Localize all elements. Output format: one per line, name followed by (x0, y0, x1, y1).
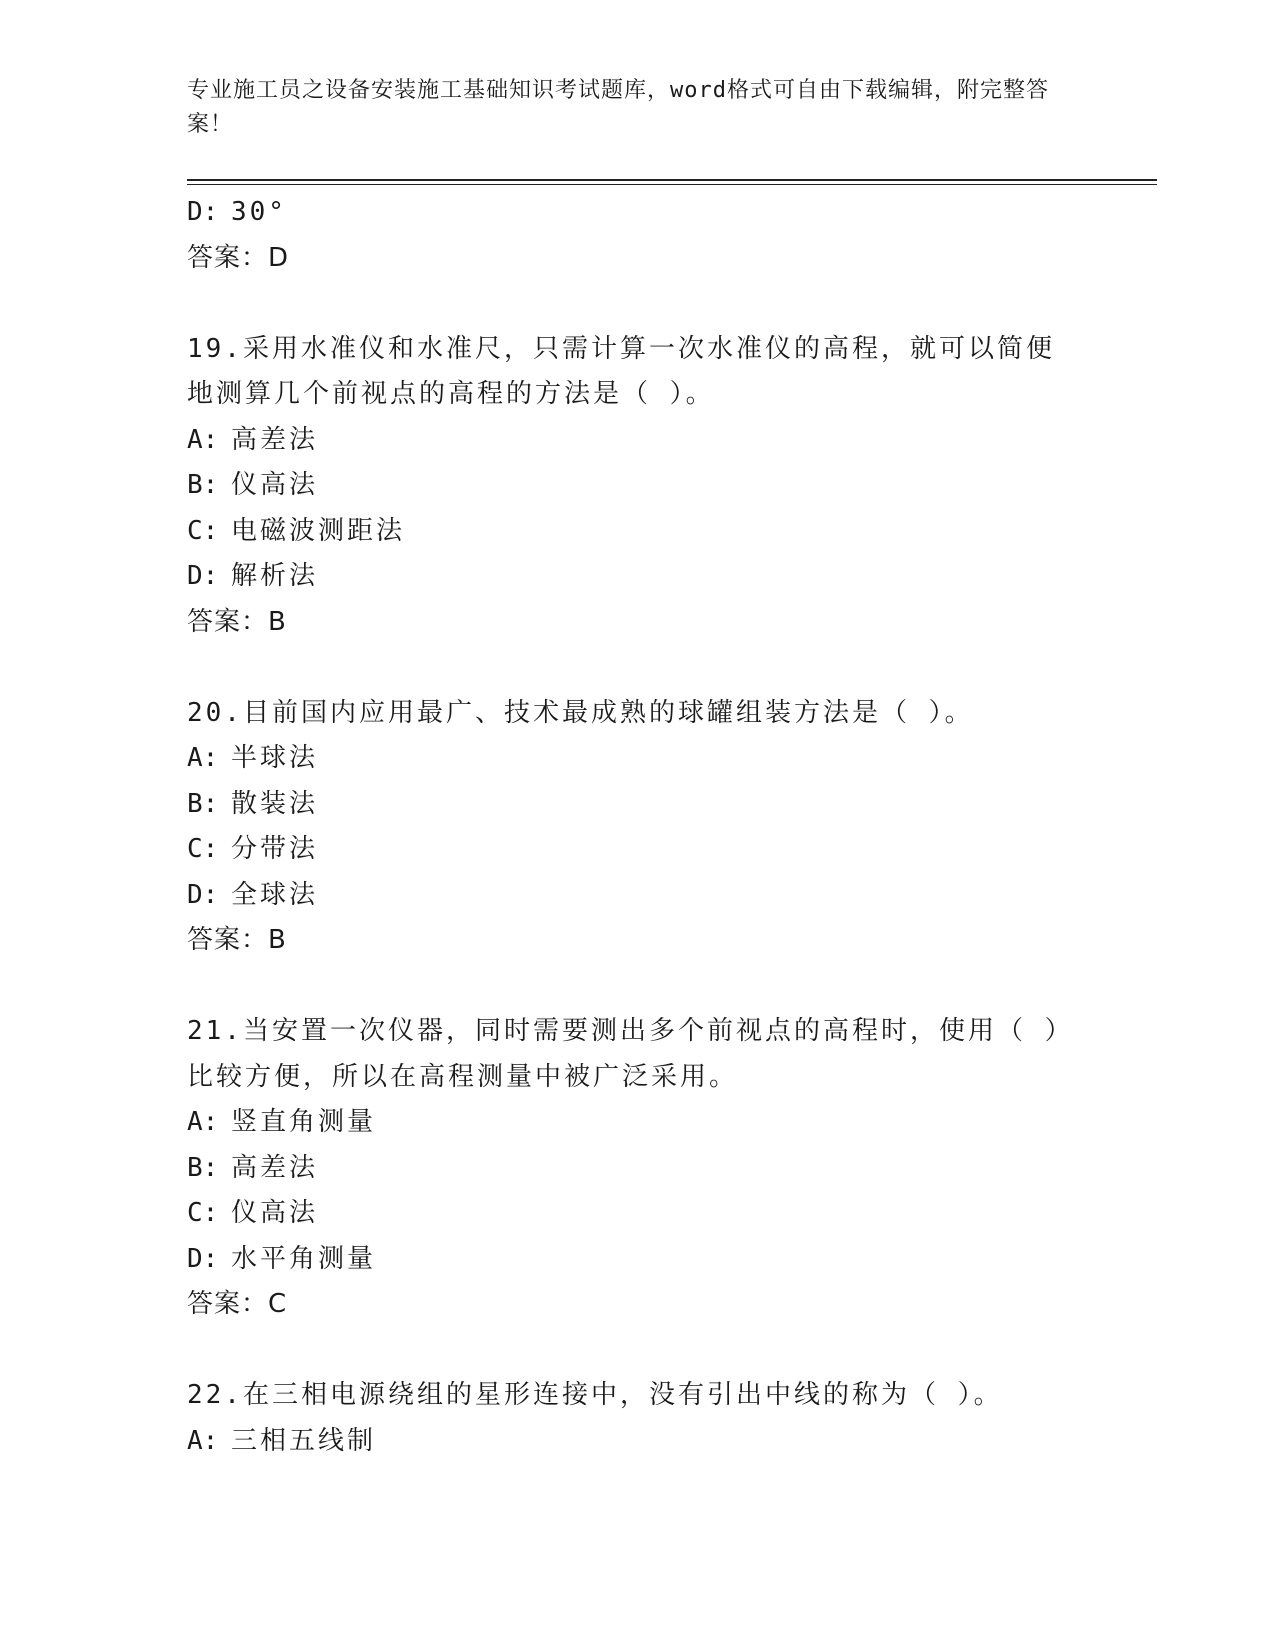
question-content (187, 190, 1157, 1464)
question-stem-21: 21.当安置一次仪器，同时需要测出多个前视点的高程时，使用（ ）比较方便，所以在高程测量中被广泛采用。 (187, 1016, 1061, 1092)
option-text: 竖直角测量 (231, 1107, 377, 1137)
question-stem-20: 20.目前国内应用最广、技术最成熟的球罐组装方法是（ ）。 (187, 697, 974, 728)
option-key: B: (187, 1152, 219, 1183)
option-c (187, 1191, 1157, 1237)
option-text: 水平角测量 (231, 1243, 377, 1274)
option-text: 仪高法 (231, 1198, 319, 1228)
question-stem-22: 22.在三相电源绕组的星形连接中，没有引出中线的称为（ ）。 (187, 1380, 1003, 1410)
option-key: D: (187, 879, 219, 910)
option-text: 电磁波测距法 (231, 515, 406, 546)
option-text: 全球法 (231, 879, 319, 910)
option-d (187, 873, 1157, 919)
option-d (187, 554, 1157, 600)
option-key: D: (187, 197, 219, 227)
option-text: 仪高法 (231, 470, 319, 500)
option-text: 高差法 (231, 1152, 319, 1183)
answer-line: 答案：C (187, 1289, 288, 1319)
option-a (187, 1419, 1157, 1465)
option-text: 散装法 (231, 788, 319, 819)
answer-line: 答案：B (187, 606, 287, 637)
option-text: 三相五线制 (231, 1425, 377, 1456)
option-c (187, 827, 1157, 873)
header-divider-thin (187, 184, 1157, 185)
option-b (187, 782, 1157, 828)
option-text: 30° (231, 197, 287, 227)
option-d (187, 190, 1157, 236)
option-text: 分带法 (231, 834, 319, 864)
option-key: B: (187, 788, 219, 819)
option-key: C: (187, 834, 219, 864)
option-d (187, 1237, 1157, 1283)
option-key: A: (187, 424, 219, 455)
option-text: 半球法 (231, 743, 319, 773)
option-b (187, 1146, 1157, 1192)
document-header: 专业施工员之设备安装施工基础知识考试题库，word格式可自由下载编辑，附完整答案！ (187, 78, 1049, 137)
option-key: A: (187, 1107, 219, 1137)
option-key: B: (187, 470, 219, 500)
option-a (187, 1100, 1157, 1146)
option-key: D: (187, 1243, 219, 1274)
answer-line: 答案：D (187, 242, 290, 273)
option-key: C: (187, 515, 219, 546)
option-a (187, 418, 1157, 464)
document-page (187, 0, 1157, 1650)
header-divider-thick (187, 179, 1157, 181)
option-key: A: (187, 743, 219, 773)
option-a (187, 736, 1157, 782)
option-b (187, 463, 1157, 509)
answer-line: 答案：B (187, 925, 287, 955)
option-text: 解析法 (231, 561, 319, 591)
option-key: A: (187, 1425, 219, 1456)
option-text: 高差法 (231, 424, 319, 455)
question-stem-19: 19.采用水准仪和水准尺，只需计算一次水准仪的高程，就可以简便地测算几个前视点的高程的方法是（ ）。 (187, 333, 1055, 409)
option-c (187, 509, 1157, 555)
option-key: D: (187, 561, 219, 591)
option-key: C: (187, 1198, 219, 1228)
